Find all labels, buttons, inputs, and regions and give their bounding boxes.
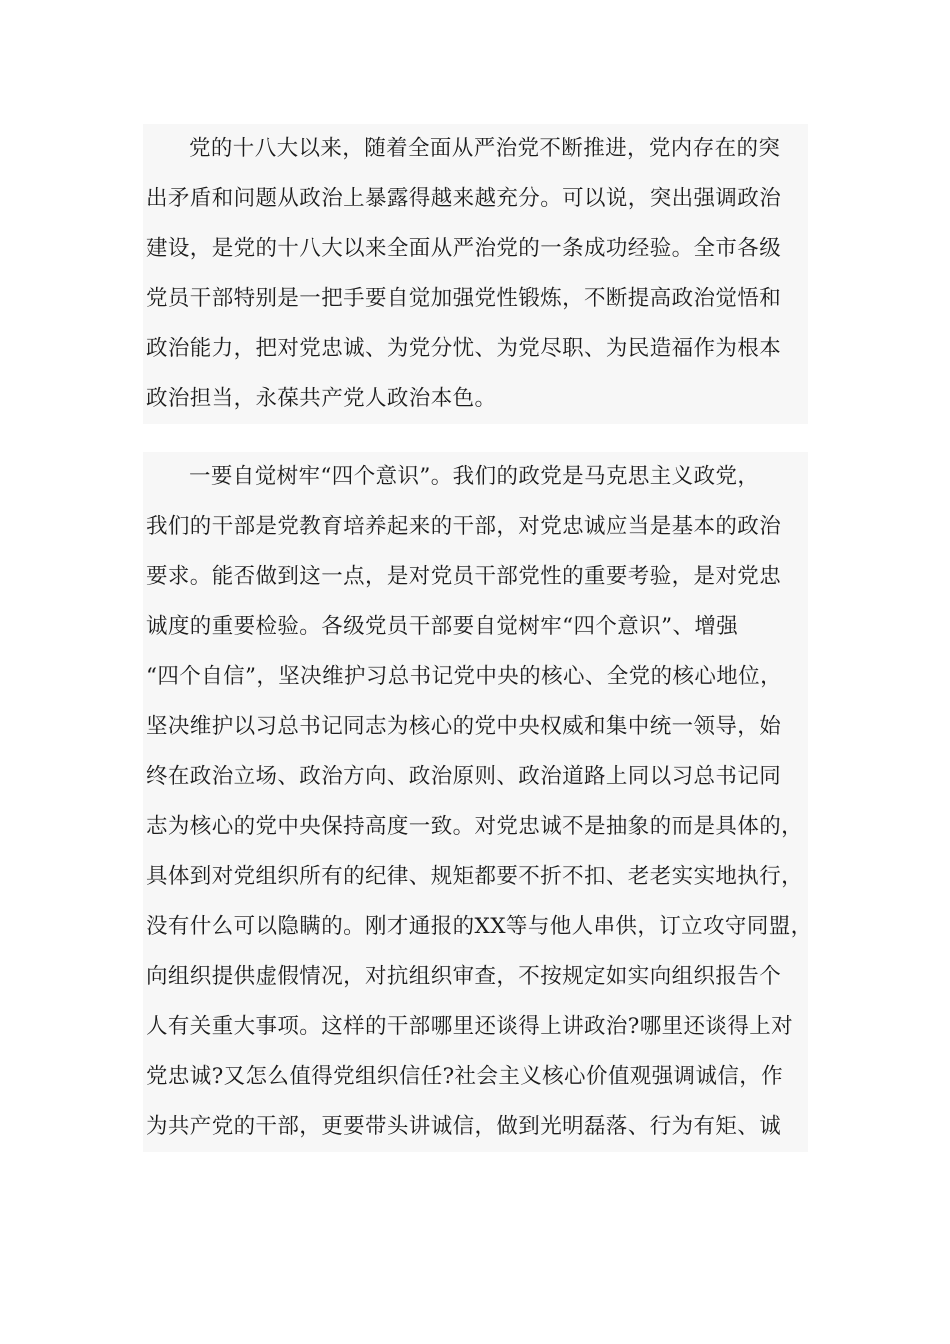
paragraph-1-line-6: 政治担当，永葆共产党人政治本色。 xyxy=(146,386,497,411)
paragraph-gap xyxy=(141,424,810,452)
paragraph-2-line-10: 没有什么可以隐瞒的。刚才通报的XX等与他人串供，订立攻守同盟， xyxy=(146,914,813,939)
document-body xyxy=(143,124,813,1152)
paragraph-1-line-2: 出矛盾和问题从政治上暴露得越来越充分。可以说，突出强调政治 xyxy=(146,186,782,211)
paragraph-1-line-1: 党的十八大以来，随着全面从严治党不断推进，党内存在的突 xyxy=(189,136,781,161)
paragraph-2-line-13: 党忠诚?又怎么值得党组织信任?社会主义核心价值观强调诚信，作 xyxy=(146,1064,784,1089)
paragraph-2-line-5: “四个自信”，坚决维护习总书记党中央的核心、全党的核心地位， xyxy=(146,664,782,689)
paragraph-1-line-4: 党员干部特别是一把手要自觉加强党性锻炼，不断提高政治觉悟和 xyxy=(146,286,782,311)
paragraph-2-line-8: 志为核心的党中央保持高度一致。对党忠诚不是抽象的而是具体的， xyxy=(146,814,804,839)
paragraph-2-line-1: 一要自觉树牢“四个意识”。我们的政党是马克思主义政党， xyxy=(189,464,760,489)
paragraph-2-line-3: 要求。能否做到这一点，是对党员干部党性的重要考验，是对党忠 xyxy=(146,564,782,589)
paragraph-2-line-12: 人有关重大事项。这样的干部哪里还谈得上讲政治?哪里还谈得上对 xyxy=(146,1014,794,1039)
paragraph-1-line-3: 建设，是党的十八大以来全面从严治党的一条成功经验。全市各级 xyxy=(146,236,782,261)
paragraph-1-line-5: 政治能力，把对党忠诚、为党分忧、为党尽职、为民造福作为根本 xyxy=(146,336,782,361)
paragraph-2-line-14: 为共产党的干部，更要带头讲诚信，做到光明磊落、行为有矩、诚 xyxy=(146,1114,782,1139)
paragraph-2-line-6: 坚决维护以习总书记同志为核心的党中央权威和集中统一领导，始 xyxy=(146,714,782,739)
paragraph-2-line-7: 终在政治立场、政治方向、政治原则、政治道路上同以习总书记同 xyxy=(146,764,782,789)
paragraph-2-line-11: 向组织提供虚假情况，对抗组织审查，不按规定如实向组织报告个 xyxy=(146,964,782,989)
paragraph-2-line-2: 我们的干部是党教育培养起来的干部，对党忠诚应当是基本的政治 xyxy=(146,514,782,539)
paragraph-2-line-9: 具体到对党组织所有的纪律、规矩都要不折不扣、老老实实地执行， xyxy=(146,864,804,889)
paragraph-2-line-4: 诚度的重要检验。各级党员干部要自觉树牢“四个意识”、增强 xyxy=(146,614,739,639)
